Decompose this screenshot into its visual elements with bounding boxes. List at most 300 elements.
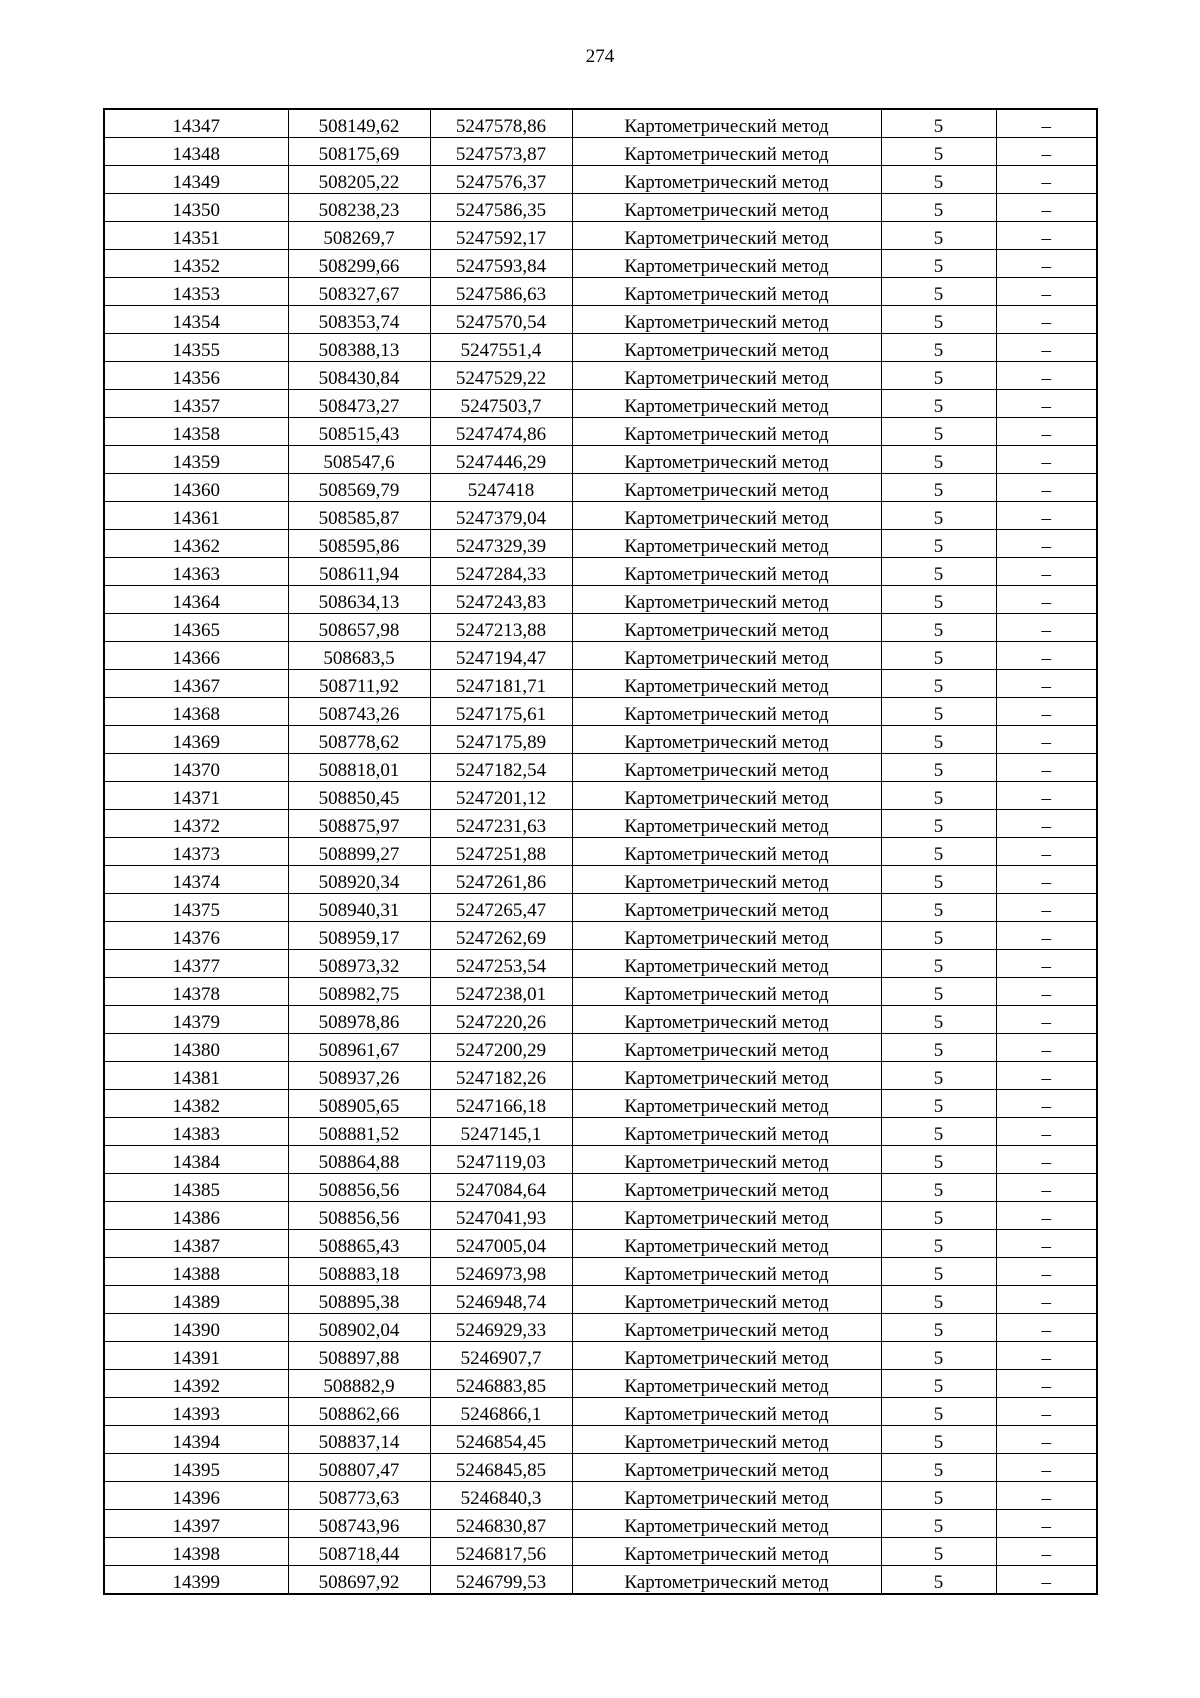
x-coordinate-cell: 508862,66 [288, 1398, 430, 1426]
point-number-cell: 14361 [104, 502, 288, 530]
accuracy-cell: 5 [881, 474, 996, 502]
description-cell: – [996, 1090, 1097, 1118]
point-number-cell: 14357 [104, 390, 288, 418]
table-row [104, 1062, 1097, 1090]
y-coordinate-cell: 5247175,61 [430, 698, 572, 726]
y-coordinate-cell: 5247181,71 [430, 670, 572, 698]
accuracy-cell: 5 [881, 250, 996, 278]
accuracy-cell: 5 [881, 670, 996, 698]
y-coordinate-cell: 5246840,3 [430, 1482, 572, 1510]
point-number-cell: 14358 [104, 418, 288, 446]
method-cell: Картометрический метод [572, 1258, 881, 1286]
table-row [104, 1398, 1097, 1426]
accuracy-cell: 5 [881, 1286, 996, 1314]
accuracy-cell: 5 [881, 1566, 996, 1595]
y-coordinate-cell: 5247551,4 [430, 334, 572, 362]
x-coordinate-cell: 508299,66 [288, 250, 430, 278]
point-number-cell: 14355 [104, 334, 288, 362]
accuracy-cell: 5 [881, 1426, 996, 1454]
table-row [104, 1482, 1097, 1510]
table-row [104, 782, 1097, 810]
y-coordinate-cell: 5246866,1 [430, 1398, 572, 1426]
y-coordinate-cell: 5247529,22 [430, 362, 572, 390]
y-coordinate-cell: 5246854,45 [430, 1426, 572, 1454]
table-row [104, 306, 1097, 334]
x-coordinate-cell: 508611,94 [288, 558, 430, 586]
accuracy-cell: 5 [881, 1398, 996, 1426]
accuracy-cell: 5 [881, 1342, 996, 1370]
y-coordinate-cell: 5247238,01 [430, 978, 572, 1006]
point-number-cell: 14380 [104, 1034, 288, 1062]
point-number-cell: 14394 [104, 1426, 288, 1454]
y-coordinate-cell: 5247201,12 [430, 782, 572, 810]
method-cell: Картометрический метод [572, 782, 881, 810]
y-coordinate-cell: 5246907,7 [430, 1342, 572, 1370]
method-cell: Картометрический метод [572, 278, 881, 306]
y-coordinate-cell: 5247503,7 [430, 390, 572, 418]
accuracy-cell: 5 [881, 166, 996, 194]
point-number-cell: 14395 [104, 1454, 288, 1482]
accuracy-cell: 5 [881, 894, 996, 922]
method-cell: Картометрический метод [572, 306, 881, 334]
description-cell: – [996, 1286, 1097, 1314]
description-cell: – [996, 1342, 1097, 1370]
accuracy-cell: 5 [881, 838, 996, 866]
accuracy-cell: 5 [881, 446, 996, 474]
accuracy-cell: 5 [881, 922, 996, 950]
y-coordinate-cell: 5247005,04 [430, 1230, 572, 1258]
point-number-cell: 14390 [104, 1314, 288, 1342]
y-coordinate-cell: 5247084,64 [430, 1174, 572, 1202]
method-cell: Картометрический метод [572, 1538, 881, 1566]
description-cell: – [996, 1146, 1097, 1174]
y-coordinate-cell: 5247474,86 [430, 418, 572, 446]
method-cell: Картометрический метод [572, 1118, 881, 1146]
y-coordinate-cell: 5246883,85 [430, 1370, 572, 1398]
x-coordinate-cell: 508959,17 [288, 922, 430, 950]
description-cell: – [996, 670, 1097, 698]
x-coordinate-cell: 508778,62 [288, 726, 430, 754]
x-coordinate-cell: 508205,22 [288, 166, 430, 194]
point-number-cell: 14356 [104, 362, 288, 390]
description-cell: – [996, 1174, 1097, 1202]
method-cell: Картометрический метод [572, 1034, 881, 1062]
y-coordinate-cell: 5247284,33 [430, 558, 572, 586]
description-cell: – [996, 1370, 1097, 1398]
description-cell: – [996, 1482, 1097, 1510]
method-cell: Картометрический метод [572, 1482, 881, 1510]
description-cell: – [996, 558, 1097, 586]
y-coordinate-cell: 5247041,93 [430, 1202, 572, 1230]
table-row [104, 418, 1097, 446]
x-coordinate-cell: 508982,75 [288, 978, 430, 1006]
point-number-cell: 14364 [104, 586, 288, 614]
description-cell: – [996, 1230, 1097, 1258]
method-cell: Картометрический метод [572, 614, 881, 642]
y-coordinate-cell: 5246929,33 [430, 1314, 572, 1342]
y-coordinate-cell: 5247182,26 [430, 1062, 572, 1090]
x-coordinate-cell: 508743,26 [288, 698, 430, 726]
x-coordinate-cell: 508837,14 [288, 1426, 430, 1454]
x-coordinate-cell: 508711,92 [288, 670, 430, 698]
x-coordinate-cell: 508899,27 [288, 838, 430, 866]
table-row [104, 166, 1097, 194]
description-cell: – [996, 1538, 1097, 1566]
table-row [104, 390, 1097, 418]
description-cell: – [996, 978, 1097, 1006]
point-number-cell: 14398 [104, 1538, 288, 1566]
table-row [104, 978, 1097, 1006]
y-coordinate-cell: 5247261,86 [430, 866, 572, 894]
table-row [104, 866, 1097, 894]
description-cell: – [996, 1454, 1097, 1482]
x-coordinate-cell: 508718,44 [288, 1538, 430, 1566]
x-coordinate-cell: 508149,62 [288, 109, 430, 138]
method-cell: Картометрический метод [572, 922, 881, 950]
accuracy-cell: 5 [881, 782, 996, 810]
point-number-cell: 14359 [104, 446, 288, 474]
method-cell: Картометрический метод [572, 502, 881, 530]
x-coordinate-cell: 508978,86 [288, 1006, 430, 1034]
y-coordinate-cell: 5247231,63 [430, 810, 572, 838]
y-coordinate-cell: 5247570,54 [430, 306, 572, 334]
table-row [104, 586, 1097, 614]
point-number-cell: 14383 [104, 1118, 288, 1146]
x-coordinate-cell: 508430,84 [288, 362, 430, 390]
y-coordinate-cell: 5246817,56 [430, 1538, 572, 1566]
y-coordinate-cell: 5247329,39 [430, 530, 572, 558]
accuracy-cell: 5 [881, 1062, 996, 1090]
method-cell: Картометрический метод [572, 1398, 881, 1426]
description-cell: – [996, 1034, 1097, 1062]
description-cell: – [996, 306, 1097, 334]
accuracy-cell: 5 [881, 1146, 996, 1174]
method-cell: Картометрический метод [572, 558, 881, 586]
coordinates-table [103, 108, 1098, 1595]
x-coordinate-cell: 508585,87 [288, 502, 430, 530]
description-cell: – [996, 446, 1097, 474]
accuracy-cell: 5 [881, 1174, 996, 1202]
accuracy-cell: 5 [881, 1538, 996, 1566]
point-number-cell: 14397 [104, 1510, 288, 1538]
accuracy-cell: 5 [881, 1482, 996, 1510]
table-row [104, 1370, 1097, 1398]
y-coordinate-cell: 5247418 [430, 474, 572, 502]
description-cell: – [996, 1118, 1097, 1146]
y-coordinate-cell: 5247194,47 [430, 642, 572, 670]
y-coordinate-cell: 5247379,04 [430, 502, 572, 530]
point-number-cell: 14369 [104, 726, 288, 754]
y-coordinate-cell: 5246845,85 [430, 1454, 572, 1482]
x-coordinate-cell: 508175,69 [288, 138, 430, 166]
point-number-cell: 14396 [104, 1482, 288, 1510]
accuracy-cell: 5 [881, 530, 996, 558]
x-coordinate-cell: 508973,32 [288, 950, 430, 978]
method-cell: Картометрический метод [572, 109, 881, 138]
description-cell: – [996, 334, 1097, 362]
method-cell: Картометрический метод [572, 446, 881, 474]
table-row [104, 109, 1097, 138]
point-number-cell: 14354 [104, 306, 288, 334]
x-coordinate-cell: 508595,86 [288, 530, 430, 558]
point-number-cell: 14368 [104, 698, 288, 726]
table-row [104, 1146, 1097, 1174]
description-cell: – [996, 138, 1097, 166]
description-cell: – [996, 166, 1097, 194]
y-coordinate-cell: 5247182,54 [430, 754, 572, 782]
accuracy-cell: 5 [881, 978, 996, 1006]
method-cell: Картометрический метод [572, 1174, 881, 1202]
accuracy-cell: 5 [881, 1370, 996, 1398]
table-row [104, 614, 1097, 642]
x-coordinate-cell: 508743,96 [288, 1510, 430, 1538]
x-coordinate-cell: 508353,74 [288, 306, 430, 334]
x-coordinate-cell: 508269,7 [288, 222, 430, 250]
description-cell: – [996, 726, 1097, 754]
method-cell: Картометрический метод [572, 138, 881, 166]
method-cell: Картометрический метод [572, 754, 881, 782]
table-row [104, 502, 1097, 530]
y-coordinate-cell: 5247592,17 [430, 222, 572, 250]
method-cell: Картометрический метод [572, 1202, 881, 1230]
y-coordinate-cell: 5247262,69 [430, 922, 572, 950]
x-coordinate-cell: 508697,92 [288, 1566, 430, 1595]
x-coordinate-cell: 508940,31 [288, 894, 430, 922]
description-cell: – [996, 1006, 1097, 1034]
method-cell: Картометрический метод [572, 390, 881, 418]
accuracy-cell: 5 [881, 306, 996, 334]
method-cell: Картометрический метод [572, 1314, 881, 1342]
description-cell: – [996, 1510, 1097, 1538]
accuracy-cell: 5 [881, 642, 996, 670]
accuracy-cell: 5 [881, 138, 996, 166]
method-cell: Картометрический метод [572, 1426, 881, 1454]
method-cell: Картометрический метод [572, 810, 881, 838]
description-cell: – [996, 1202, 1097, 1230]
description-cell: – [996, 642, 1097, 670]
x-coordinate-cell: 508882,9 [288, 1370, 430, 1398]
table-row [104, 1314, 1097, 1342]
x-coordinate-cell: 508897,88 [288, 1342, 430, 1370]
x-coordinate-cell: 508773,63 [288, 1482, 430, 1510]
table-row [104, 558, 1097, 586]
table-row [104, 1510, 1097, 1538]
table-row [104, 278, 1097, 306]
description-cell: – [996, 586, 1097, 614]
accuracy-cell: 5 [881, 1510, 996, 1538]
description-cell: – [996, 194, 1097, 222]
method-cell: Картометрический метод [572, 474, 881, 502]
coordinates-table-body [104, 109, 1097, 1594]
point-number-cell: 14367 [104, 670, 288, 698]
table-row [104, 810, 1097, 838]
y-coordinate-cell: 5247220,26 [430, 1006, 572, 1034]
y-coordinate-cell: 5247265,47 [430, 894, 572, 922]
y-coordinate-cell: 5247578,86 [430, 109, 572, 138]
y-coordinate-cell: 5246948,74 [430, 1286, 572, 1314]
description-cell: – [996, 614, 1097, 642]
description-cell: – [996, 1258, 1097, 1286]
x-coordinate-cell: 508238,23 [288, 194, 430, 222]
x-coordinate-cell: 508920,34 [288, 866, 430, 894]
method-cell: Картометрический метод [572, 530, 881, 558]
accuracy-cell: 5 [881, 1314, 996, 1342]
description-cell: – [996, 838, 1097, 866]
table-row [104, 1230, 1097, 1258]
x-coordinate-cell: 508881,52 [288, 1118, 430, 1146]
description-cell: – [996, 278, 1097, 306]
description-cell: – [996, 250, 1097, 278]
point-number-cell: 14379 [104, 1006, 288, 1034]
description-cell: – [996, 1566, 1097, 1595]
x-coordinate-cell: 508818,01 [288, 754, 430, 782]
point-number-cell: 14399 [104, 1566, 288, 1595]
description-cell: – [996, 922, 1097, 950]
description-cell: – [996, 474, 1097, 502]
method-cell: Картометрический метод [572, 950, 881, 978]
description-cell: – [996, 1314, 1097, 1342]
description-cell: – [996, 866, 1097, 894]
point-number-cell: 14377 [104, 950, 288, 978]
table-row [104, 838, 1097, 866]
method-cell: Картометрический метод [572, 1454, 881, 1482]
method-cell: Картометрический метод [572, 1342, 881, 1370]
point-number-cell: 14350 [104, 194, 288, 222]
y-coordinate-cell: 5247593,84 [430, 250, 572, 278]
page-number: 274 [585, 46, 615, 67]
description-cell: – [996, 390, 1097, 418]
description-cell: – [996, 698, 1097, 726]
accuracy-cell: 5 [881, 390, 996, 418]
point-number-cell: 14387 [104, 1230, 288, 1258]
x-coordinate-cell: 508657,98 [288, 614, 430, 642]
x-coordinate-cell: 508883,18 [288, 1258, 430, 1286]
accuracy-cell: 5 [881, 362, 996, 390]
description-cell: – [996, 502, 1097, 530]
accuracy-cell: 5 [881, 1090, 996, 1118]
table-row [104, 1258, 1097, 1286]
method-cell: Картометрический метод [572, 1090, 881, 1118]
point-number-cell: 14366 [104, 642, 288, 670]
x-coordinate-cell: 508961,67 [288, 1034, 430, 1062]
x-coordinate-cell: 508515,43 [288, 418, 430, 446]
method-cell: Картометрический метод [572, 1146, 881, 1174]
point-number-cell: 14370 [104, 754, 288, 782]
x-coordinate-cell: 508902,04 [288, 1314, 430, 1342]
y-coordinate-cell: 5247166,18 [430, 1090, 572, 1118]
method-cell: Картометрический метод [572, 726, 881, 754]
table-row [104, 1286, 1097, 1314]
table-row [104, 194, 1097, 222]
description-cell: – [996, 1398, 1097, 1426]
method-cell: Картометрический метод [572, 1062, 881, 1090]
accuracy-cell: 5 [881, 558, 996, 586]
y-coordinate-cell: 5247573,87 [430, 138, 572, 166]
method-cell: Картометрический метод [572, 838, 881, 866]
accuracy-cell: 5 [881, 1006, 996, 1034]
y-coordinate-cell: 5246799,53 [430, 1566, 572, 1595]
method-cell: Картометрический метод [572, 642, 881, 670]
x-coordinate-cell: 508388,13 [288, 334, 430, 362]
point-number-cell: 14376 [104, 922, 288, 950]
x-coordinate-cell: 508937,26 [288, 1062, 430, 1090]
point-number-cell: 14360 [104, 474, 288, 502]
method-cell: Картометрический метод [572, 1370, 881, 1398]
table-row [104, 1454, 1097, 1482]
method-cell: Картометрический метод [572, 334, 881, 362]
table-row [104, 1118, 1097, 1146]
accuracy-cell: 5 [881, 614, 996, 642]
x-coordinate-cell: 508569,79 [288, 474, 430, 502]
accuracy-cell: 5 [881, 1258, 996, 1286]
point-number-cell: 14373 [104, 838, 288, 866]
point-number-cell: 14388 [104, 1258, 288, 1286]
table-row [104, 670, 1097, 698]
table-row [104, 222, 1097, 250]
method-cell: Картометрический метод [572, 586, 881, 614]
table-row [104, 1342, 1097, 1370]
accuracy-cell: 5 [881, 698, 996, 726]
x-coordinate-cell: 508807,47 [288, 1454, 430, 1482]
accuracy-cell: 5 [881, 1034, 996, 1062]
y-coordinate-cell: 5247213,88 [430, 614, 572, 642]
y-coordinate-cell: 5247576,37 [430, 166, 572, 194]
table-row [104, 1202, 1097, 1230]
point-number-cell: 14363 [104, 558, 288, 586]
table-row [104, 698, 1097, 726]
point-number-cell: 14349 [104, 166, 288, 194]
method-cell: Картометрический метод [572, 166, 881, 194]
method-cell: Картометрический метод [572, 1286, 881, 1314]
y-coordinate-cell: 5247446,29 [430, 446, 572, 474]
point-number-cell: 14352 [104, 250, 288, 278]
accuracy-cell: 5 [881, 278, 996, 306]
y-coordinate-cell: 5247175,89 [430, 726, 572, 754]
point-number-cell: 14382 [104, 1090, 288, 1118]
accuracy-cell: 5 [881, 1118, 996, 1146]
accuracy-cell: 5 [881, 222, 996, 250]
y-coordinate-cell: 5246830,87 [430, 1510, 572, 1538]
accuracy-cell: 5 [881, 194, 996, 222]
description-cell: – [996, 782, 1097, 810]
description-cell: – [996, 894, 1097, 922]
x-coordinate-cell: 508327,67 [288, 278, 430, 306]
table-row [104, 474, 1097, 502]
method-cell: Картометрический метод [572, 698, 881, 726]
table-row [104, 250, 1097, 278]
description-cell: – [996, 362, 1097, 390]
method-cell: Картометрический метод [572, 418, 881, 446]
y-coordinate-cell: 5247251,88 [430, 838, 572, 866]
accuracy-cell: 5 [881, 810, 996, 838]
table-row [104, 1006, 1097, 1034]
description-cell: – [996, 1062, 1097, 1090]
y-coordinate-cell: 5247145,1 [430, 1118, 572, 1146]
x-coordinate-cell: 508473,27 [288, 390, 430, 418]
table-row [104, 334, 1097, 362]
method-cell: Картометрический метод [572, 362, 881, 390]
x-coordinate-cell: 508864,88 [288, 1146, 430, 1174]
point-number-cell: 14375 [104, 894, 288, 922]
x-coordinate-cell: 508905,65 [288, 1090, 430, 1118]
accuracy-cell: 5 [881, 418, 996, 446]
method-cell: Картометрический метод [572, 1566, 881, 1595]
x-coordinate-cell: 508683,5 [288, 642, 430, 670]
y-coordinate-cell: 5246973,98 [430, 1258, 572, 1286]
description-cell: – [996, 222, 1097, 250]
method-cell: Картометрический метод [572, 1230, 881, 1258]
table-row [104, 894, 1097, 922]
